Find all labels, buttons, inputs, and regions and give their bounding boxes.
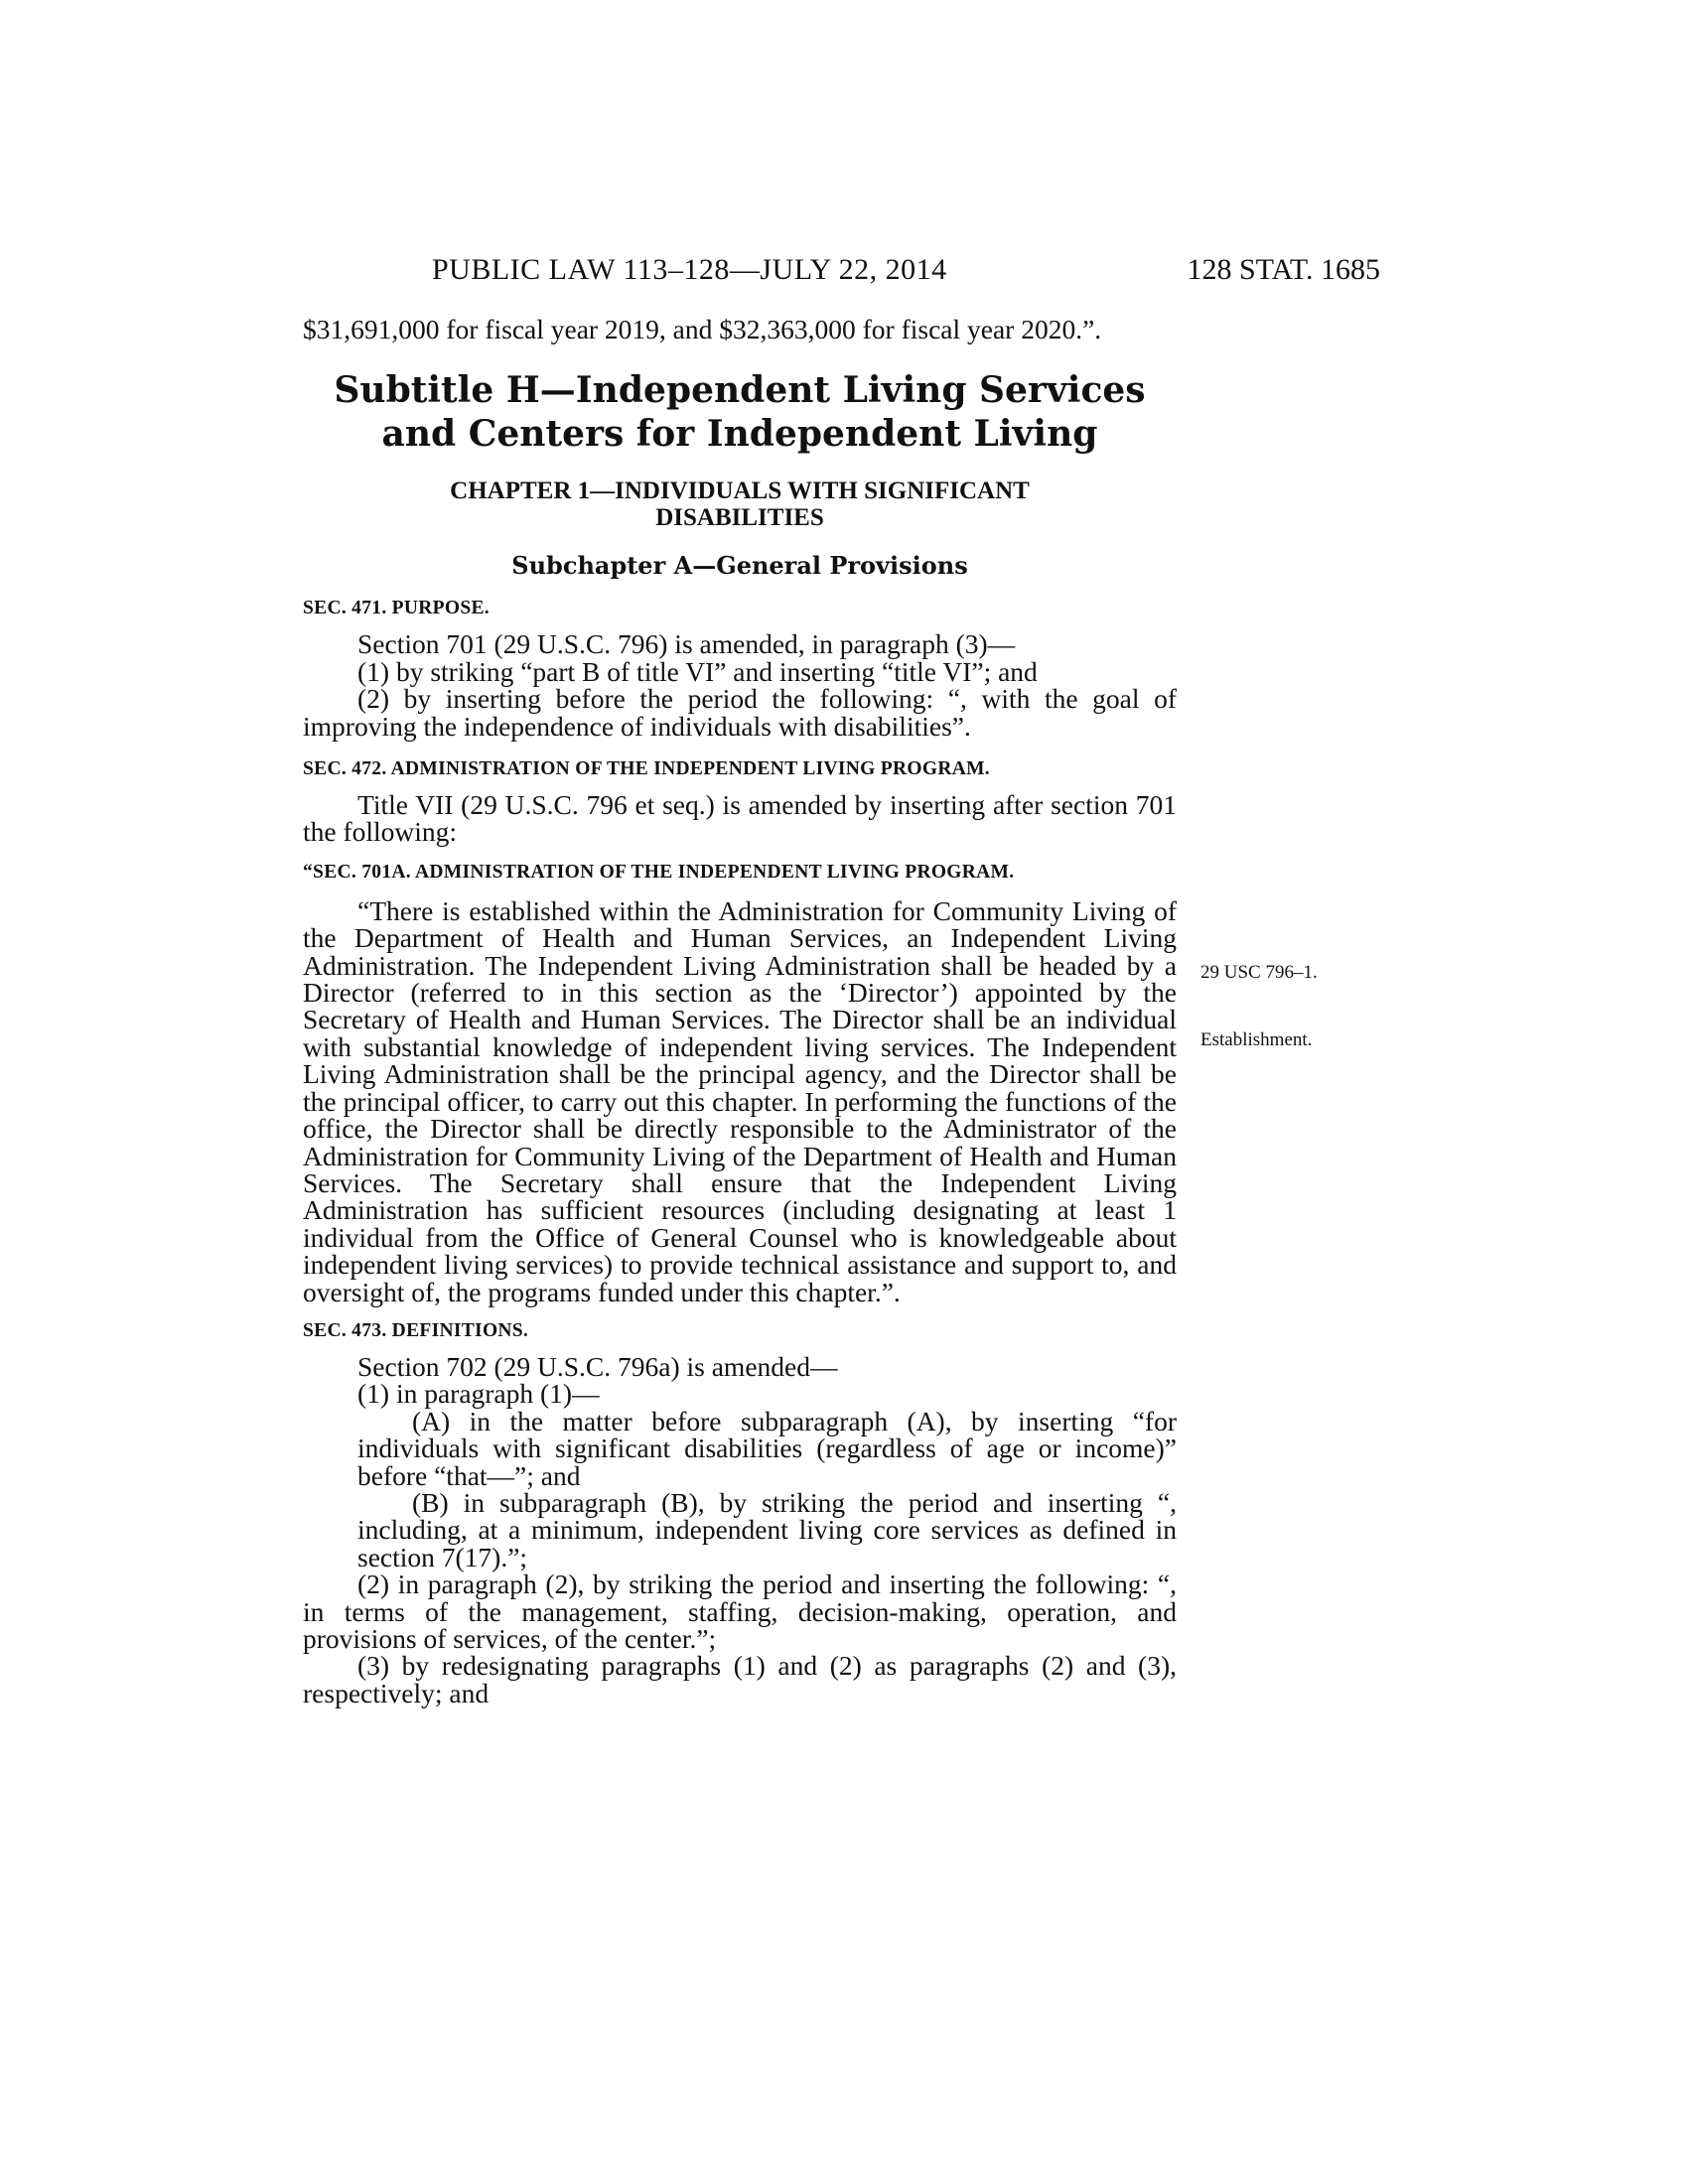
chapter-line-1: CHAPTER 1—INDIVIDUALS WITH SIGNIFICANT bbox=[450, 478, 1030, 505]
section-473-para-2: (2) in paragraph (2), by striking the period and inserting the following: “, in terms of the management, staffing, decision-making, operation, and provisions of services, of the center.”; bbox=[303, 1569, 1177, 1654]
section-471-intro: Section 701 (29 U.S.C. 796) is amended, in paragraph (3)— bbox=[357, 628, 1016, 660]
margin-note-usc: 29 USC 796–1. bbox=[1200, 962, 1318, 983]
section-473-para-3: (3) by redesignating paragraphs (1) and (2) as paragraphs (2) and (3), respectively; and bbox=[303, 1650, 1177, 1708]
subtitle-line-2: and Centers for Independent Living bbox=[381, 413, 1098, 456]
section-473-para-1: (1) in paragraph (1)— bbox=[357, 1378, 600, 1410]
subtitle-heading bbox=[303, 368, 1177, 456]
subchapter-heading: Subchapter A—General Provisions bbox=[511, 551, 968, 581]
chapter-line-2: DISABILITIES bbox=[655, 504, 824, 532]
section-473-para-1b: (B) in subparagraph (B), by striking the period and inserting “, including, at a minimum, independent living core services as defined in section 7(17).”; bbox=[357, 1486, 1177, 1572]
section-701a-body: “There is established within the Administration for Community Living of the Department of Health and Human Services, an Independent Living Administration. The Independent Living Administration shall be headed by a Director (referred to in this section as the ‘Director’) appointed by the Secretary of Health and Human Services. The Director shall be an individual with substantial knowledge of independent living services. The Independent Living Administration shall be the principal agency, and the Director shall be the principal officer, to carry out this chapter. In performing the functions of the office, the Director shall be directly responsible to the Administrator of the Administration for Community Living of the Department of Health and Human Services. The Secretary shall ensure that the Independent Living Administration has sufficient resources (including designating at least 1 individual from the Office of General Counsel who is knowledgeable about independent living services) to provide technical assistance and support to, and oversight of, the programs funded under this chapter.”. bbox=[303, 894, 1177, 1307]
running-head-title: PUBLIC LAW 113–128—JULY 22, 2014 bbox=[432, 253, 947, 286]
section-472-heading: SEC. 472. ADMINISTRATION OF THE INDEPENDENT LIVING PROGRAM. bbox=[303, 758, 990, 780]
section-473-para-1a: (A) in the matter before subparagraph (A), by inserting “for individuals with significant disabilities (regardless of age or income)” before “that—”; and bbox=[357, 1405, 1177, 1491]
section-472-intro: Title VII (29 U.S.C. 796 et seq.) is amended by inserting after section 701 the following: bbox=[303, 789, 1177, 848]
section-471-heading: SEC. 471. PURPOSE. bbox=[303, 598, 490, 619]
running-head bbox=[303, 250, 1380, 290]
section-471-para-1: (1) by striking “part B of title VI” and inserting “title VI”; and bbox=[357, 655, 1038, 687]
section-701a-heading: “SEC. 701A. ADMINISTRATION OF THE INDEPENDENT LIVING PROGRAM. bbox=[303, 861, 1015, 883]
section-473-intro: Section 702 (29 U.S.C. 796a) is amended— bbox=[357, 1350, 838, 1382]
margin-note-establishment: Establishment. bbox=[1200, 1029, 1313, 1050]
text-column bbox=[303, 316, 1177, 1706]
chapter-heading bbox=[303, 478, 1177, 531]
page-number: 128 STAT. 1685 bbox=[1187, 253, 1380, 286]
carryover-text: $31,691,000 for fiscal year 2019, and $32,363,000 for fiscal year 2020.”. bbox=[303, 314, 1102, 344]
section-473-heading: SEC. 473. DEFINITIONS. bbox=[303, 1319, 529, 1341]
section-471-para-2: (2) by inserting before the period the following: “, with the goal of improving the independence of individuals with disabilities”. bbox=[303, 683, 1177, 742]
subtitle-line-1: Subtitle H—Independent Living Services bbox=[334, 369, 1146, 412]
